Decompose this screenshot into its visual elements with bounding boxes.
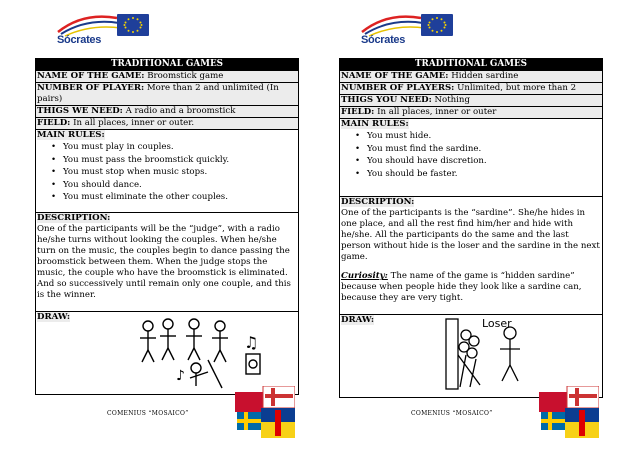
rule-item: • You must hide. xyxy=(367,130,601,143)
draw-section xyxy=(36,311,298,394)
music-note-icon: ♫ xyxy=(244,332,259,352)
eu-flag-icon xyxy=(421,14,453,36)
row-value: Unlimited, but more than 2 xyxy=(454,83,577,93)
flags-collage-icon xyxy=(539,386,599,440)
description-section xyxy=(36,212,298,311)
row-label: FIELD: xyxy=(341,107,375,117)
game-card-broomstick xyxy=(35,58,299,395)
curiosity-text xyxy=(341,271,601,304)
description-label: DESCRIPTION: xyxy=(37,212,111,223)
footer-label: COMENIUS “MOSAICO” xyxy=(411,410,493,417)
game-card-hidden-sardine xyxy=(339,58,603,398)
draw-label: DRAW: xyxy=(341,315,375,326)
rule-item: • You should dance. xyxy=(63,179,297,192)
row-game-name xyxy=(36,70,298,82)
draw-section xyxy=(340,314,602,397)
hidden-sardine-drawing xyxy=(440,315,550,393)
row-label: THIGS YOU NEED: xyxy=(341,95,432,105)
rule-item: • You must stop when music stops. xyxy=(63,166,297,179)
row-label: NAME OF THE GAME: xyxy=(341,71,449,81)
rule-item: • You should be faster. xyxy=(367,168,601,181)
card-title: TRADITIONAL GAMES xyxy=(340,59,602,70)
row-label: NUMBER OF PLAYER: xyxy=(37,83,145,93)
socrates-logo xyxy=(53,10,158,50)
page-left xyxy=(35,0,299,452)
row-value: Broomstick game xyxy=(144,71,224,81)
logo-wordmark: Sócrates xyxy=(57,34,102,46)
rule-item: • You must eliminate the other couples. xyxy=(63,191,297,204)
main-rules xyxy=(36,129,298,212)
description-text: One of the participants is the “sardine”. She/he hides in one place, and all the rest find him/her and hide with he/she. All the participants do the same and the last person without hide is the loser and the sardine in the next game. xyxy=(341,208,600,263)
socrates-logo xyxy=(357,10,462,50)
rules-list xyxy=(341,130,601,180)
row-label: NUMBER OF PLAYERS: xyxy=(341,83,455,93)
music-note-icon: ♪ xyxy=(176,367,185,384)
logo-wordmark: Sócrates xyxy=(361,34,406,46)
row-things xyxy=(340,94,602,106)
row-value: A radio and a broomstick xyxy=(122,106,236,116)
eu-flag-icon xyxy=(117,14,149,36)
draw-label: DRAW: xyxy=(37,311,71,322)
rule-item: • You must pass the broomstick quickly. xyxy=(63,154,297,167)
description-label: DESCRIPTION: xyxy=(341,197,415,208)
drawing-caption: Loser xyxy=(482,317,512,331)
description-section xyxy=(340,196,602,314)
rules-list xyxy=(37,141,297,204)
row-value: Nothing xyxy=(431,95,470,105)
row-value: More than 2 and unlimited (In pairs) xyxy=(37,83,279,104)
row-players xyxy=(340,82,602,94)
footer-label: COMENIUS “MOSAICO” xyxy=(107,410,189,417)
curiosity-label: Curiosity: xyxy=(341,271,388,282)
card-title: TRADITIONAL GAMES xyxy=(36,59,298,70)
rules-label: MAIN RULES: xyxy=(341,119,409,129)
main-rules xyxy=(340,118,602,196)
row-value: In all places, inner or outer. xyxy=(70,118,195,128)
rules-label: MAIN RULES: xyxy=(37,130,105,140)
description-text: One of the participants will be the “judge”, with a radio he/she turns without looking the couples. When he/she turn on the music, the couples begin to dance passing the broomstick between them. When the judge stops the music, the couple who have the broomstick is eliminated. And so successively until remain only one couple, and this is the winner. xyxy=(37,223,291,300)
row-game-name xyxy=(340,70,602,82)
rule-item: • You must find the sardine. xyxy=(367,143,601,156)
row-value: Hidden sardine xyxy=(448,71,519,81)
row-field xyxy=(340,106,602,118)
row-label: FIELD: xyxy=(37,118,71,128)
page-right xyxy=(339,0,603,452)
dancing-couples-drawing xyxy=(96,314,296,394)
rule-item: • You should have discretion. xyxy=(367,155,601,168)
row-label: NAME OF THE GAME: xyxy=(37,71,145,81)
row-label: THIGS WE NEED: xyxy=(37,106,123,116)
row-players xyxy=(36,82,298,105)
row-value: In all places, inner or outer xyxy=(374,107,497,117)
curiosity-body: The name of the game is “hidden sardine” because when people hide they look like a sardine can, because they are very tight. xyxy=(341,271,582,304)
rule-item: • You must play in couples. xyxy=(63,141,297,154)
row-things xyxy=(36,105,298,117)
flags-collage-icon xyxy=(235,386,295,440)
row-field xyxy=(36,117,298,129)
